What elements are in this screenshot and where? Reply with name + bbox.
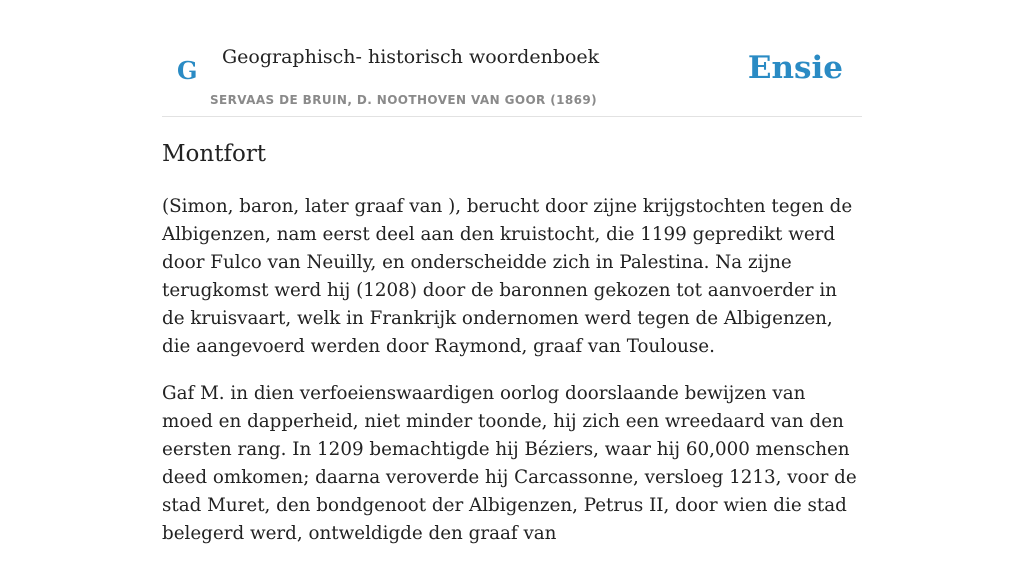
ensie-logo-link[interactable]: Ensie	[747, 50, 843, 86]
entry-paragraph: Gaf M. in dien verfoeienswaardigen oorlog doorslaande bewijzen van moed en dapperheid, niet minder toonde, hij zich een wreedaard van den eersten rang. In 1209 bemachtigde hij Béziers, waar hij 60,000 menschen deed omkomen; daarna veroverde hij Carcassonne, versloeg 1213, voor de stad Muret, den bondgenoot der Albigenzen, Petrus II, door wien die stad belegerd werd, ontweldigde den graaf van	[162, 383, 857, 544]
header	[162, 0, 862, 117]
page	[162, 0, 862, 544]
book-title-link[interactable]: Geographisch- historisch woordenboek	[222, 46, 600, 68]
book-initial-icon[interactable]: G	[177, 56, 198, 85]
entry-paragraph: (Simon, baron, later graaf van ), berucht door zijne krijgstochten tegen de Albigenzen, nam eerst deel aan den kruistocht, die 1199 gepredikt werd door Fulco van Neuilly, en onderscheidde zich in Palestina. Na zijne terugkomst werd hij (1208) door de baronnen gekozen tot aanvoerder in de kruisvaart, welk in Frankrijk ondernomen werd tegen de Albigenzen, die aangevoerd werden door Raymond, graaf van Toulouse.	[162, 196, 853, 357]
entry-body	[162, 193, 862, 567]
entry-title: Montfort	[162, 141, 267, 167]
book-authors: SERVAAS DE BRUIN, D. NOOTHOVEN VAN GOOR (1869)	[210, 93, 598, 107]
